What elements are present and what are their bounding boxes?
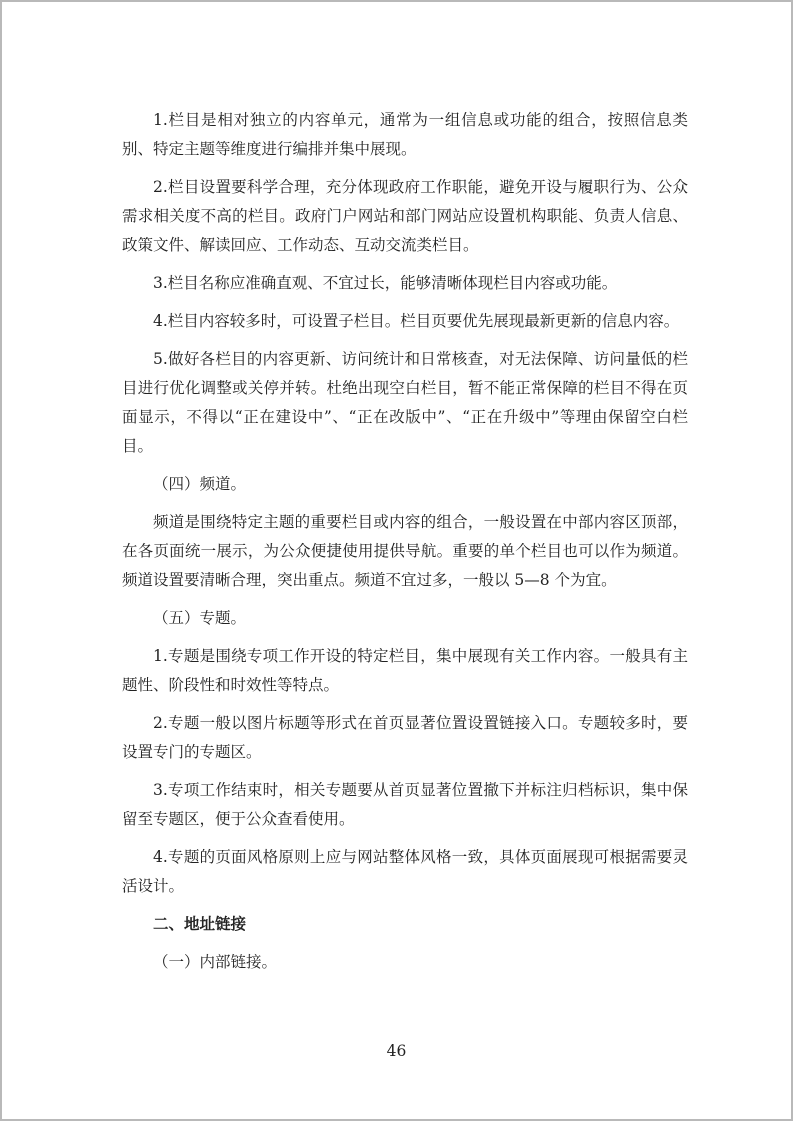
paragraph-column-item-4: 4.栏目内容较多时，可设置子栏目。栏目页要优先展现最新更新的信息内容。: [153, 312, 680, 330]
page-number: 46: [386, 1042, 407, 1060]
paragraph-topic-item-2: 2.专题一般以图片标题等形式在首页显著位置设置链接入口。专题较多时，要设置专门的专题区。: [122, 714, 688, 761]
paragraph-topic-item-1: 1.专题是围绕专项工作开设的特定栏目，集中展现有关工作内容。一般具有主题性、阶段性和时效性等特点。: [122, 647, 688, 694]
page-body: [122, 106, 688, 977]
paragraph-channel: 频道是围绕特定主题的重要栏目或内容的组合，一般设置在中部内容区顶部，在各页面统一展示，为公众便捷使用提供导航。重要的单个栏目也可以作为频道。频道设置要清晰合理，突出重点。频道不宜过多，一般以 5—8 个为宜。: [122, 513, 688, 589]
paragraph-column-item-1: 1.栏目是相对独立的内容单元，通常为一组信息或功能的组合，按照信息类别、特定主题等维度进行编排并集中展现。: [122, 111, 688, 158]
chapter-heading-links: 二、地址链接: [153, 915, 247, 933]
paragraph-column-item-5: 5.做好各栏目的内容更新、访问统计和日常核查，对无法保障、访问量低的栏目进行优化调整或关停并转。杜绝出现空白栏目，暂不能正常保障的栏目不得在页面显示，不得以“正在建设中”、“正在改版中”、“正在升级中”等理由保留空白栏目。: [122, 350, 689, 455]
paragraph-topic-item-3: 3.专项工作结束时，相关专题要从首页显著位置撤下并标注归档标识，集中保留至专题区，便于公众查看使用。: [122, 781, 688, 828]
paragraph-column-item-2: 2.栏目设置要科学合理，充分体现政府工作职能，避免开设与履职行为、公众需求相关度不高的栏目。政府门户网站和部门网站应设置机构职能、负责人信息、政策文件、解读回应、工作动态、互动交流类栏目。: [122, 178, 688, 254]
section-heading-channel: （四）频道。: [153, 475, 247, 493]
paragraph-column-item-3: 3.栏目名称应准确直观、不宜过长，能够清晰体现栏目内容或功能。: [153, 274, 618, 292]
section-heading-internal-links: （一）内部链接。: [153, 953, 278, 971]
section-heading-topic: （五）专题。: [153, 609, 247, 627]
paragraph-topic-item-4: 4.专题的页面风格原则上应与网站整体风格一致，具体页面展现可根据需要灵活设计。: [122, 848, 688, 895]
